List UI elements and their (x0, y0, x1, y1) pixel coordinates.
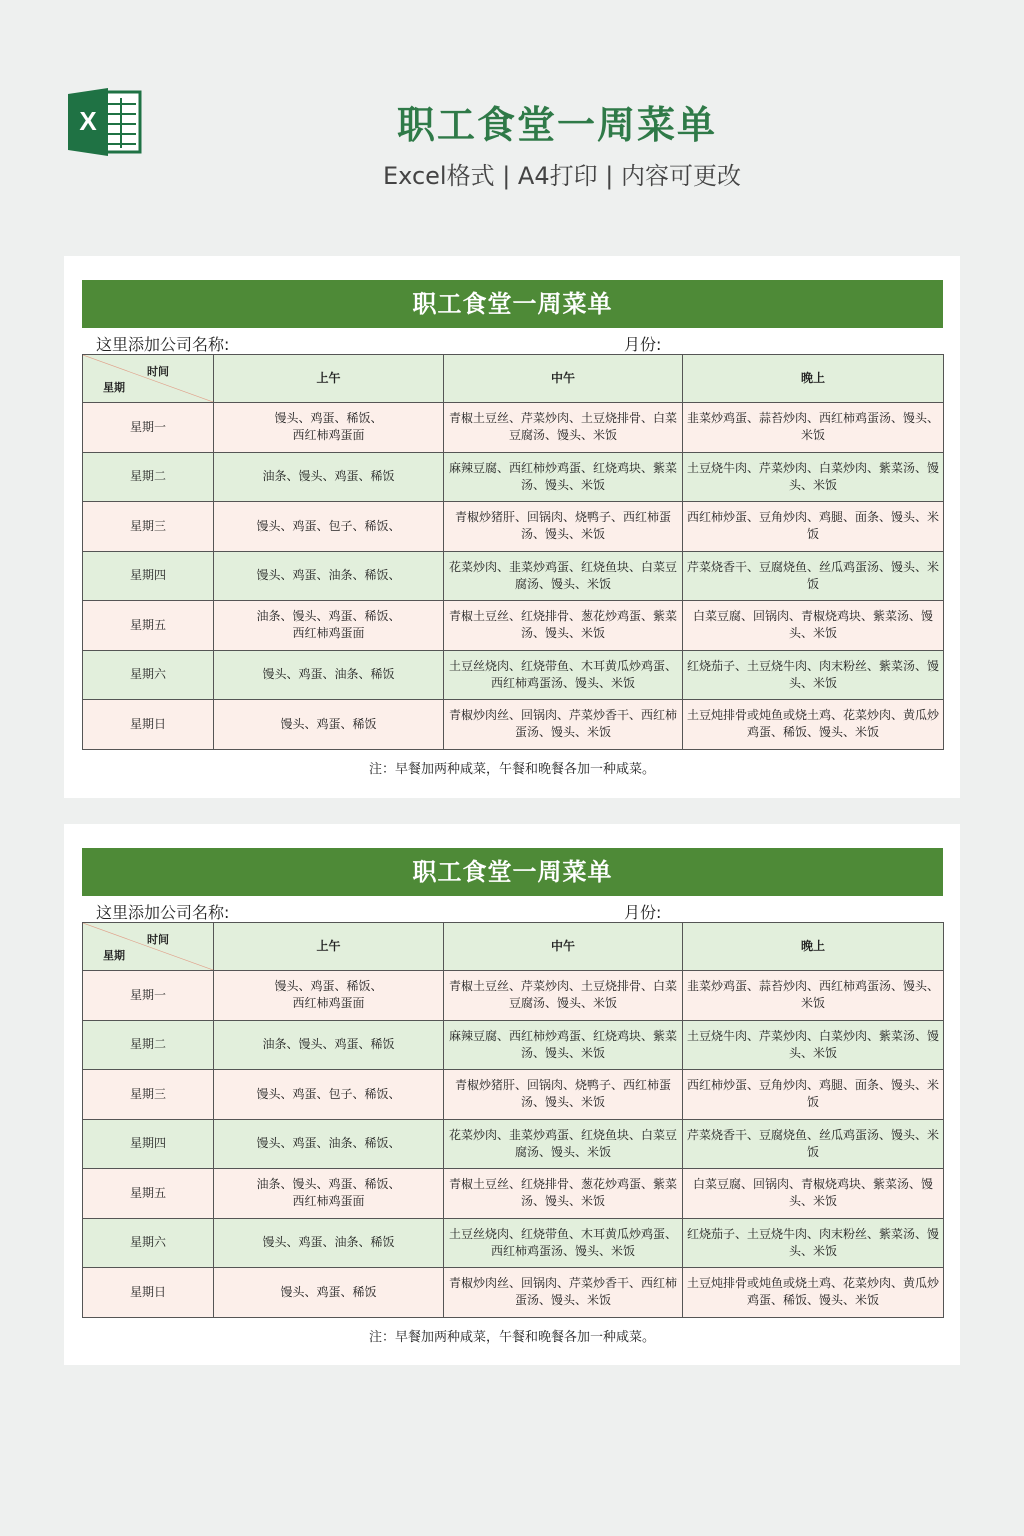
table-row (83, 1169, 944, 1219)
month-label[interactable]: 月份: (624, 903, 662, 922)
header-corner-cell (83, 355, 214, 403)
day-cell[interactable]: 星期日 (83, 700, 214, 750)
morning-cell[interactable] (214, 601, 444, 651)
day-cell[interactable]: 星期日 (83, 1268, 214, 1318)
column-header-noon: 中午 (444, 923, 683, 971)
morning-cell[interactable]: 馒头、鸡蛋、油条、稀饭、 (214, 1119, 444, 1169)
noon-cell[interactable]: 花菜炒肉、韭菜炒鸡蛋、红烧鱼块、白菜豆腐汤、馒头、米饭 (444, 551, 683, 601)
day-cell[interactable]: 星期三 (83, 1070, 214, 1120)
morning-cell[interactable]: 馒头、鸡蛋、包子、稀饭、 (214, 1070, 444, 1120)
menu-sheet-2 (64, 824, 960, 1365)
corner-time-label: 时间 (147, 933, 169, 946)
company-name-label[interactable]: 这里添加公司名称: (96, 335, 230, 354)
table-row (83, 551, 944, 601)
noon-cell[interactable]: 青椒炒猪肝、回锅肉、烧鸭子、西红柿蛋汤、馒头、米饭 (444, 1070, 683, 1120)
column-header-evening: 晚上 (683, 355, 944, 403)
table-row (83, 452, 944, 502)
page-subtitle: Excel格式 | A4打印 | 内容可更改 (383, 162, 741, 190)
evening-cell[interactable]: 白菜豆腐、回锅肉、青椒烧鸡块、紫菜汤、馒头、米饭 (683, 601, 944, 651)
page-title: 职工食堂一周菜单 (396, 103, 717, 147)
day-cell[interactable]: 星期六 (83, 650, 214, 700)
morning-line-2: 西红柿鸡蛋面 (292, 428, 365, 443)
evening-cell[interactable]: 芹菜烧香干、豆腐烧鱼、丝瓜鸡蛋汤、馒头、米饭 (683, 1119, 944, 1169)
day-cell[interactable]: 星期三 (83, 502, 214, 552)
morning-cell[interactable] (214, 403, 444, 453)
header-corner-cell (83, 923, 214, 971)
day-cell[interactable]: 星期二 (83, 1020, 214, 1070)
morning-line-1: 油条、馒头、鸡蛋、稀饭、 (256, 1177, 401, 1192)
morning-cell[interactable]: 油条、馒头、鸡蛋、稀饭 (214, 452, 444, 502)
day-cell[interactable]: 星期五 (83, 601, 214, 651)
table-row (83, 1119, 944, 1169)
company-name-label[interactable]: 这里添加公司名称: (96, 903, 230, 922)
excel-logo-letter: X (79, 106, 97, 136)
menu-table (82, 922, 944, 1318)
day-cell[interactable]: 星期六 (83, 1218, 214, 1268)
corner-day-label: 星期 (103, 949, 125, 962)
day-cell[interactable]: 星期二 (83, 452, 214, 502)
morning-cell[interactable]: 馒头、鸡蛋、油条、稀饭 (214, 1218, 444, 1268)
morning-line-2: 西红柿鸡蛋面 (292, 1194, 365, 1209)
morning-cell[interactable]: 馒头、鸡蛋、稀饭 (214, 1268, 444, 1318)
menu-sheet-1 (64, 256, 960, 798)
column-header-morning: 上午 (214, 355, 444, 403)
evening-cell[interactable]: 土豆烧牛肉、芹菜炒肉、白菜炒肉、紫菜汤、馒头、米饭 (683, 1020, 944, 1070)
corner-time-label: 时间 (147, 365, 169, 378)
morning-cell[interactable] (214, 971, 444, 1021)
evening-cell[interactable]: 韭菜炒鸡蛋、蒜苔炒肉、西红柿鸡蛋汤、馒头、米饭 (683, 971, 944, 1021)
noon-cell[interactable]: 土豆丝烧肉、红烧带鱼、木耳黄瓜炒鸡蛋、西红柿鸡蛋汤、馒头、米饭 (444, 650, 683, 700)
table-row (83, 1070, 944, 1120)
day-cell[interactable]: 星期五 (83, 1169, 214, 1219)
noon-cell[interactable]: 麻辣豆腐、西红柿炒鸡蛋、红烧鸡块、紫菜汤、馒头、米饭 (444, 452, 683, 502)
corner-day-label: 星期 (103, 381, 125, 394)
table-row (83, 1268, 944, 1318)
table-row (83, 700, 944, 750)
column-header-noon: 中午 (444, 355, 683, 403)
sheet-banner-title: 职工食堂一周菜单 (82, 280, 943, 328)
table-row (83, 650, 944, 700)
menu-note: 注：早餐加两种咸菜，午餐和晚餐各加一种咸菜。 (368, 1330, 655, 1345)
evening-cell[interactable]: 西红柿炒蛋、豆角炒肉、鸡腿、面条、馒头、米饭 (683, 502, 944, 552)
company-row (82, 898, 943, 920)
noon-cell[interactable]: 青椒土豆丝、芹菜炒肉、土豆烧排骨、白菜豆腐汤、馒头、米饭 (444, 971, 683, 1021)
evening-cell[interactable]: 土豆炖排骨或炖鱼或烧土鸡、花菜炒肉、黄瓜炒鸡蛋、稀饭、馒头、米饭 (683, 700, 944, 750)
day-cell[interactable]: 星期四 (83, 1119, 214, 1169)
noon-cell[interactable]: 青椒炒肉丝、回锅肉、芹菜炒香干、西红柿蛋汤、馒头、米饭 (444, 700, 683, 750)
evening-cell[interactable]: 白菜豆腐、回锅肉、青椒烧鸡块、紫菜汤、馒头、米饭 (683, 1169, 944, 1219)
noon-cell[interactable]: 青椒土豆丝、红烧排骨、葱花炒鸡蛋、紫菜汤、馒头、米饭 (444, 601, 683, 651)
table-row (83, 601, 944, 651)
company-row (82, 330, 943, 352)
evening-cell[interactable]: 红烧茄子、土豆烧牛肉、肉末粉丝、紫菜汤、馒头、米饭 (683, 650, 944, 700)
morning-cell[interactable]: 馒头、鸡蛋、油条、稀饭 (214, 650, 444, 700)
morning-cell[interactable]: 馒头、鸡蛋、包子、稀饭、 (214, 502, 444, 552)
morning-cell[interactable]: 油条、馒头、鸡蛋、稀饭 (214, 1020, 444, 1070)
evening-cell[interactable]: 土豆炖排骨或炖鱼或烧土鸡、花菜炒肉、黄瓜炒鸡蛋、稀饭、馒头、米饭 (683, 1268, 944, 1318)
table-row (83, 971, 944, 1021)
evening-cell[interactable]: 韭菜炒鸡蛋、蒜苔炒肉、西红柿鸡蛋汤、馒头、米饭 (683, 403, 944, 453)
noon-cell[interactable]: 青椒炒肉丝、回锅肉、芹菜炒香干、西红柿蛋汤、馒头、米饭 (444, 1268, 683, 1318)
table-row (83, 1218, 944, 1268)
morning-cell[interactable]: 馒头、鸡蛋、油条、稀饭、 (214, 551, 444, 601)
evening-cell[interactable]: 西红柿炒蛋、豆角炒肉、鸡腿、面条、馒头、米饭 (683, 1070, 944, 1120)
noon-cell[interactable]: 麻辣豆腐、西红柿炒鸡蛋、红烧鸡块、紫菜汤、馒头、米饭 (444, 1020, 683, 1070)
day-cell[interactable]: 星期四 (83, 551, 214, 601)
morning-line-2: 西红柿鸡蛋面 (292, 996, 365, 1011)
morning-cell[interactable] (214, 1169, 444, 1219)
evening-cell[interactable]: 红烧茄子、土豆烧牛肉、肉末粉丝、紫菜汤、馒头、米饭 (683, 1218, 944, 1268)
menu-table (82, 354, 944, 750)
evening-cell[interactable]: 芹菜烧香干、豆腐烧鱼、丝瓜鸡蛋汤、馒头、米饭 (683, 551, 944, 601)
column-header-evening: 晚上 (683, 923, 944, 971)
table-row (83, 403, 944, 453)
sheet-banner-title: 职工食堂一周菜单 (82, 848, 943, 896)
morning-line-1: 馒头、鸡蛋、稀饭、 (274, 979, 383, 994)
table-row (83, 1020, 944, 1070)
noon-cell[interactable]: 青椒土豆丝、芹菜炒肉、土豆烧排骨、白菜豆腐汤、馒头、米饭 (444, 403, 683, 453)
noon-cell[interactable]: 土豆丝烧肉、红烧带鱼、木耳黄瓜炒鸡蛋、西红柿鸡蛋汤、馒头、米饭 (444, 1218, 683, 1268)
page-header (0, 0, 1024, 240)
menu-note: 注：早餐加两种咸菜，午餐和晚餐各加一种咸菜。 (368, 762, 655, 777)
morning-line-1: 油条、馒头、鸡蛋、稀饭、 (256, 609, 401, 624)
noon-cell[interactable]: 青椒土豆丝、红烧排骨、葱花炒鸡蛋、紫菜汤、馒头、米饭 (444, 1169, 683, 1219)
month-label[interactable]: 月份: (624, 335, 662, 354)
noon-cell[interactable]: 花菜炒肉、韭菜炒鸡蛋、红烧鱼块、白菜豆腐汤、馒头、米饭 (444, 1119, 683, 1169)
table-row (83, 502, 944, 552)
noon-cell[interactable]: 青椒炒猪肝、回锅肉、烧鸭子、西红柿蛋汤、馒头、米饭 (444, 502, 683, 552)
column-header-morning: 上午 (214, 923, 444, 971)
morning-line-1: 馒头、鸡蛋、稀饭、 (274, 411, 383, 426)
day-cell[interactable]: 星期一 (83, 971, 214, 1021)
evening-cell[interactable]: 土豆烧牛肉、芹菜炒肉、白菜炒肉、紫菜汤、馒头、米饭 (683, 452, 944, 502)
morning-cell[interactable]: 馒头、鸡蛋、稀饭 (214, 700, 444, 750)
day-cell[interactable]: 星期一 (83, 403, 214, 453)
morning-line-2: 西红柿鸡蛋面 (292, 626, 365, 641)
